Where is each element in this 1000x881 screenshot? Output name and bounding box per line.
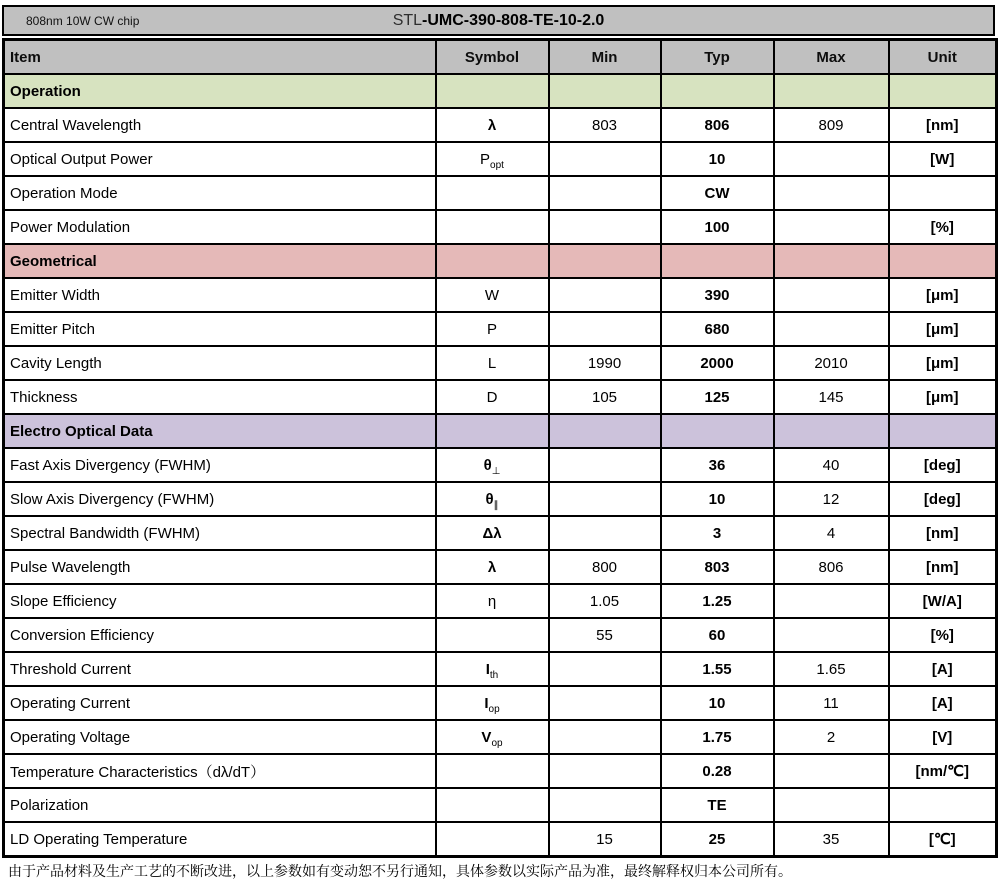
unit-cell: [deg] [889, 482, 997, 516]
typ-cell: 1.55 [661, 652, 774, 686]
unit-cell: [nm] [889, 550, 997, 584]
row-spectral-bandwidth-fwhm [4, 516, 997, 550]
symbol-cell [436, 550, 549, 584]
max-cell [774, 210, 889, 244]
min-cell [549, 788, 661, 822]
min-cell [549, 720, 661, 754]
section-empty-cell [889, 244, 997, 278]
min-cell [549, 482, 661, 516]
min-cell: 105 [549, 380, 661, 414]
symbol-cell [436, 652, 549, 686]
row-operating-current [4, 686, 997, 720]
symbol-cell [436, 312, 549, 346]
symbol-base: V [481, 728, 492, 746]
column-header-typ: Typ [661, 40, 774, 75]
chip-label: 808nm 10W CW chip [26, 13, 140, 28]
min-cell [549, 448, 661, 482]
footnote: 由于产品材料及生产工艺的不断改进，以上参数如有变动恕不另行通知，具体参数以实际产品为准，最终解释权归本公司所有。 [8, 863, 792, 879]
symbol-cell [436, 278, 549, 312]
section-empty-cell [889, 74, 997, 108]
min-cell: 55 [549, 618, 661, 652]
item-cell: Operating Voltage [4, 720, 436, 754]
item-cell: Temperature Characteristics（dλ/dT） [4, 754, 436, 788]
symbol-base: I [485, 660, 490, 678]
min-cell [549, 312, 661, 346]
symbol-base: L [487, 354, 497, 372]
item-cell: Emitter Width [4, 278, 436, 312]
max-cell: 2010 [774, 346, 889, 380]
max-cell [774, 142, 889, 176]
max-cell: 35 [774, 822, 889, 857]
max-cell [774, 618, 889, 652]
row-fast-axis-divergency-fwhm [4, 448, 997, 482]
column-header-symbol: Symbol [436, 40, 549, 75]
section-empty-cell [549, 244, 661, 278]
model-suffix: -UMC-390-808-TE-10-2.0 [422, 11, 605, 29]
item-cell: Slow Axis Divergency (FWHM) [4, 482, 436, 516]
symbol-cell [436, 346, 549, 380]
unit-cell [889, 176, 997, 210]
unit-cell: [μm] [889, 278, 997, 312]
spec-table-body [4, 74, 997, 857]
typ-cell: 60 [661, 618, 774, 652]
typ-cell: 680 [661, 312, 774, 346]
row-power-modulation [4, 210, 997, 244]
row-pulse-wavelength [4, 550, 997, 584]
section-label: Electro Optical Data [4, 414, 436, 448]
column-header-max: Max [774, 40, 889, 75]
min-cell: 800 [549, 550, 661, 584]
item-cell: Operation Mode [4, 176, 436, 210]
max-cell: 4 [774, 516, 889, 550]
section-empty-cell [436, 74, 549, 108]
min-cell [549, 142, 661, 176]
symbol-base: I [484, 694, 489, 712]
symbol-cell [436, 448, 549, 482]
symbol-subscript: ⊥ [491, 465, 501, 477]
max-cell: 145 [774, 380, 889, 414]
typ-cell: 36 [661, 448, 774, 482]
row-optical-output-power [4, 142, 997, 176]
section-empty-cell [661, 414, 774, 448]
section-empty-cell [774, 74, 889, 108]
typ-cell: 3 [661, 516, 774, 550]
column-header-item: Item [4, 40, 436, 75]
item-cell: Cavity Length [4, 346, 436, 380]
min-cell [549, 516, 661, 550]
typ-cell: CW [661, 176, 774, 210]
unit-cell: [A] [889, 652, 997, 686]
item-cell: Pulse Wavelength [4, 550, 436, 584]
min-cell: 15 [549, 822, 661, 857]
row-temperature-characteristics-d-dt [4, 754, 997, 788]
row-threshold-current [4, 652, 997, 686]
row-ld-operating-temperature [4, 822, 997, 857]
section-label: Geometrical [4, 244, 436, 278]
section-empty-cell [549, 74, 661, 108]
item-cell: Slope Efficiency [4, 584, 436, 618]
section-empty-cell [436, 244, 549, 278]
item-cell: LD Operating Temperature [4, 822, 436, 857]
symbol-base: D [486, 388, 498, 406]
item-cell: Optical Output Power [4, 142, 436, 176]
symbol-subscript: ∥ [493, 499, 499, 511]
symbol-base: P [486, 320, 497, 338]
symbol-cell [436, 482, 549, 516]
symbol-cell [436, 380, 549, 414]
typ-cell: 10 [661, 686, 774, 720]
typ-cell: 1.25 [661, 584, 774, 618]
max-cell [774, 788, 889, 822]
section-empty-cell [889, 414, 997, 448]
symbol-cell [436, 516, 549, 550]
unit-cell: [W/A] [889, 584, 997, 618]
symbol-subscript: th [489, 669, 499, 681]
unit-cell: [nm] [889, 516, 997, 550]
max-cell: 2 [774, 720, 889, 754]
item-cell: Conversion Efficiency [4, 618, 436, 652]
max-cell [774, 584, 889, 618]
symbol-cell [436, 618, 549, 652]
typ-cell: 25 [661, 822, 774, 857]
symbol-cell [436, 176, 549, 210]
max-cell: 806 [774, 550, 889, 584]
symbol-base: Δλ [482, 524, 502, 542]
min-cell: 1.05 [549, 584, 661, 618]
symbol-subscript: op [488, 703, 500, 715]
section-label: Operation [4, 74, 436, 108]
typ-cell: 390 [661, 278, 774, 312]
symbol-base: λ [487, 558, 497, 576]
section-empty-cell [661, 244, 774, 278]
symbol-base: θ [483, 456, 492, 474]
unit-cell: [℃] [889, 822, 997, 857]
min-cell [549, 652, 661, 686]
symbol-cell [436, 210, 549, 244]
item-cell: Polarization [4, 788, 436, 822]
typ-cell: 125 [661, 380, 774, 414]
item-cell: Spectral Bandwidth (FWHM) [4, 516, 436, 550]
symbol-cell [436, 686, 549, 720]
symbol-cell [436, 108, 549, 142]
row-thickness [4, 380, 997, 414]
unit-cell: [deg] [889, 448, 997, 482]
row-emitter-width [4, 278, 997, 312]
unit-cell: [μm] [889, 380, 997, 414]
unit-cell: [μm] [889, 312, 997, 346]
max-cell: 1.65 [774, 652, 889, 686]
symbol-subscript: op [491, 737, 503, 749]
symbol-cell [436, 720, 549, 754]
typ-cell: 0.28 [661, 754, 774, 788]
typ-cell: 10 [661, 482, 774, 516]
unit-cell: [A] [889, 686, 997, 720]
max-cell [774, 278, 889, 312]
typ-cell: TE [661, 788, 774, 822]
section-empty-cell [549, 414, 661, 448]
symbol-cell [436, 788, 549, 822]
symbol-base: W [484, 286, 500, 304]
symbol-base: η [487, 592, 497, 610]
unit-cell: [V] [889, 720, 997, 754]
min-cell [549, 278, 661, 312]
item-cell: Fast Axis Divergency (FWHM) [4, 448, 436, 482]
unit-cell: [μm] [889, 346, 997, 380]
max-cell: 809 [774, 108, 889, 142]
item-cell: Emitter Pitch [4, 312, 436, 346]
symbol-cell [436, 584, 549, 618]
section-empty-cell [774, 414, 889, 448]
min-cell: 803 [549, 108, 661, 142]
max-cell [774, 312, 889, 346]
model-number [4, 12, 993, 30]
typ-cell: 100 [661, 210, 774, 244]
item-cell: Power Modulation [4, 210, 436, 244]
max-cell: 40 [774, 448, 889, 482]
symbol-cell [436, 822, 549, 857]
unit-cell: [%] [889, 618, 997, 652]
model-prefix: STL [392, 11, 423, 29]
typ-cell: 1.75 [661, 720, 774, 754]
row-slow-axis-divergency-fwhm [4, 482, 997, 516]
min-cell [549, 176, 661, 210]
min-cell [549, 686, 661, 720]
symbol-subscript: opt [490, 159, 504, 171]
min-cell [549, 754, 661, 788]
column-header-min: Min [549, 40, 661, 75]
section-empty-cell [774, 244, 889, 278]
symbol-base: λ [487, 116, 497, 134]
unit-cell [889, 788, 997, 822]
max-cell: 11 [774, 686, 889, 720]
item-cell: Operating Current [4, 686, 436, 720]
item-cell: Thickness [4, 380, 436, 414]
max-cell [774, 176, 889, 210]
typ-cell: 803 [661, 550, 774, 584]
section-empty-cell [436, 414, 549, 448]
row-central-wavelength [4, 108, 997, 142]
symbol-base: P [480, 150, 491, 168]
typ-cell: 2000 [661, 346, 774, 380]
row-polarization [4, 788, 997, 822]
spec-table [2, 38, 998, 858]
typ-cell: 806 [661, 108, 774, 142]
item-cell: Threshold Current [4, 652, 436, 686]
min-cell: 1990 [549, 346, 661, 380]
row-conversion-efficiency [4, 618, 997, 652]
section-row-electro-optical-data [4, 414, 997, 448]
section-row-operation [4, 74, 997, 108]
typ-cell: 10 [661, 142, 774, 176]
max-cell [774, 754, 889, 788]
max-cell: 12 [774, 482, 889, 516]
symbol-cell [436, 142, 549, 176]
section-empty-cell [661, 74, 774, 108]
column-header-row [4, 40, 997, 75]
unit-cell: [W] [889, 142, 997, 176]
row-cavity-length [4, 346, 997, 380]
column-header-unit: Unit [889, 40, 997, 75]
unit-cell: [nm] [889, 108, 997, 142]
unit-cell: [nm/℃] [889, 754, 997, 788]
symbol-base: θ [485, 490, 494, 508]
row-emitter-pitch [4, 312, 997, 346]
symbol-cell [436, 754, 549, 788]
item-cell: Central Wavelength [4, 108, 436, 142]
row-operation-mode [4, 176, 997, 210]
title-bar [2, 5, 995, 36]
min-cell [549, 210, 661, 244]
section-row-geometrical [4, 244, 997, 278]
row-operating-voltage [4, 720, 997, 754]
row-slope-efficiency [4, 584, 997, 618]
unit-cell: [%] [889, 210, 997, 244]
